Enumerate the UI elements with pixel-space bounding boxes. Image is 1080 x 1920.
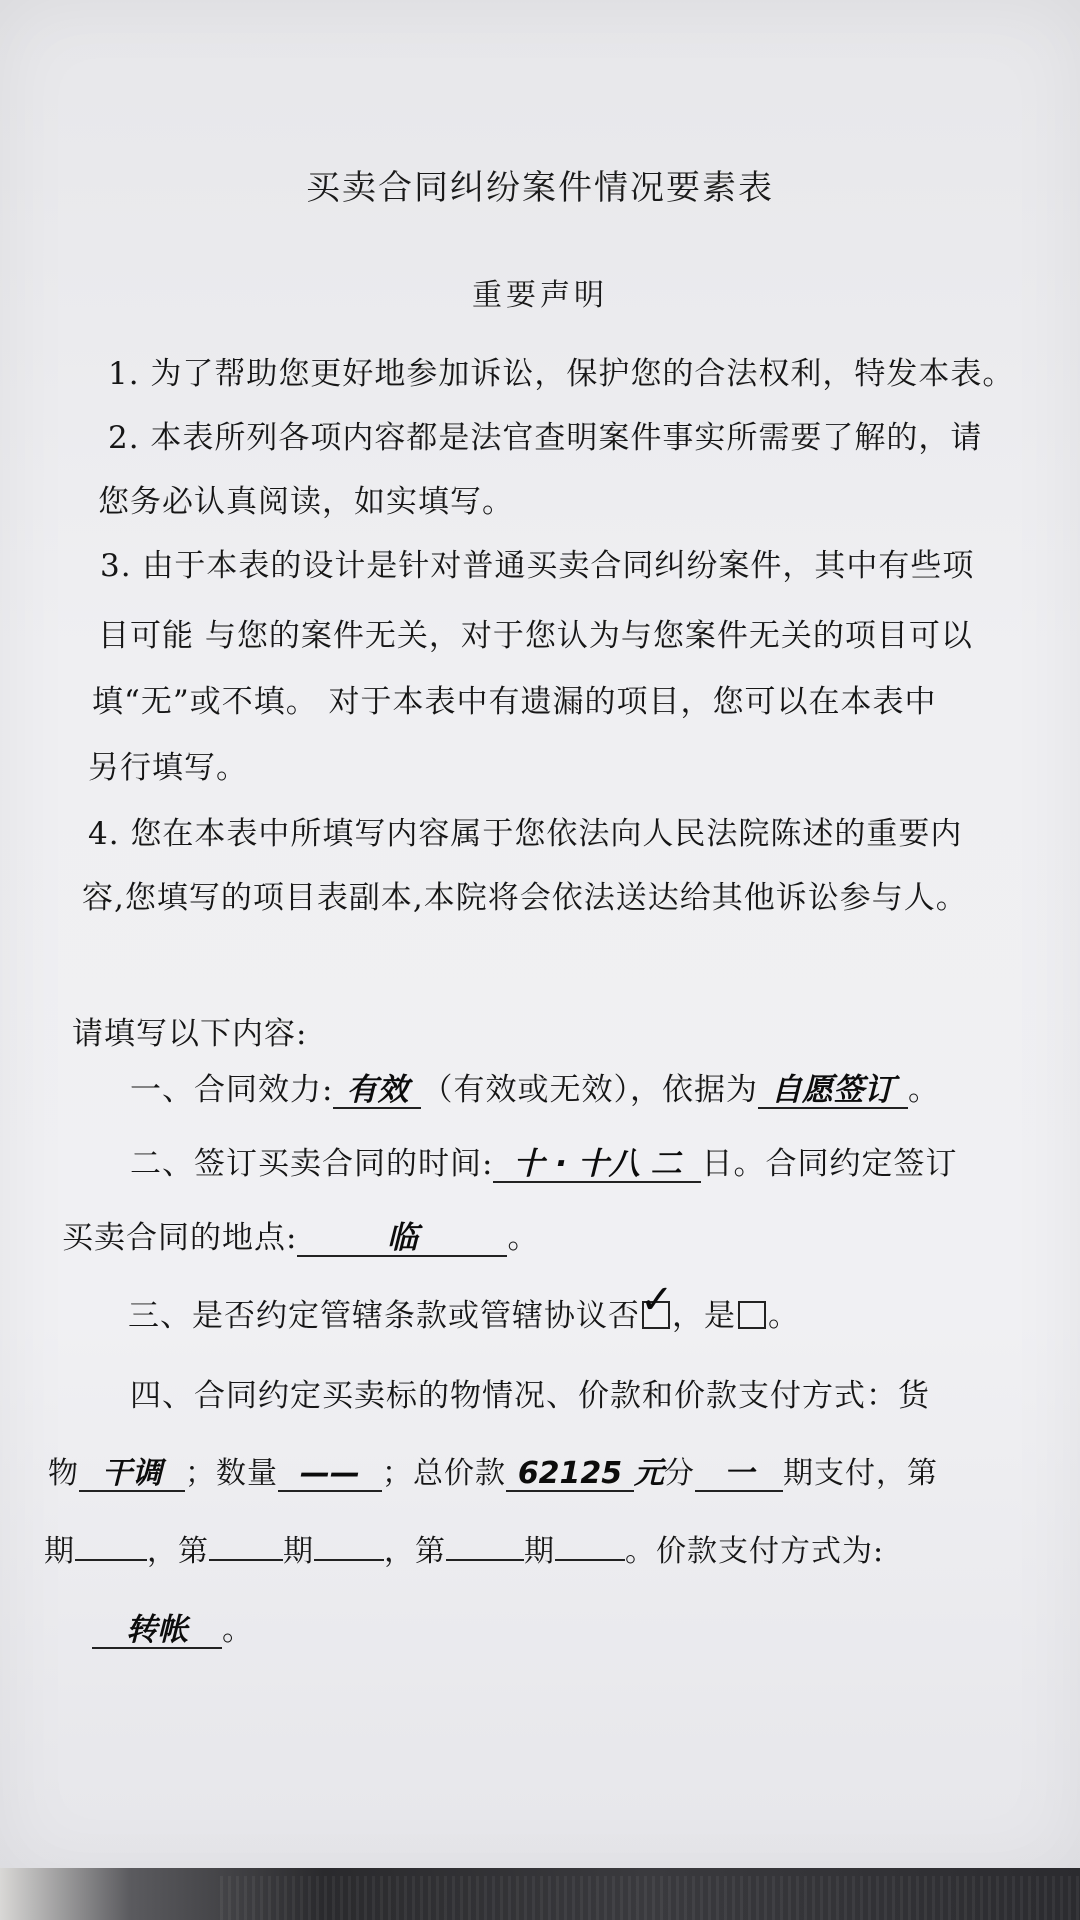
q4-period-1: 期 — [44, 1534, 75, 1569]
q4-quantity-answer: —— — [278, 1458, 382, 1492]
q4-total-label: ；总价款 — [382, 1456, 506, 1491]
q4-period-2: 期 — [283, 1534, 314, 1569]
notice-line-8: 4. 您在本表中所填写内容属于您依法向人民法院陈述的重要内 — [88, 816, 963, 852]
q4-payment-method-label: 。价款支付方式为: — [625, 1534, 885, 1569]
notice-line-6: 填“无”或不填。 对于本表中有遗漏的项目，您可以在本表中 — [92, 684, 937, 720]
q1-middle: （有效或无效），依据为 — [421, 1072, 758, 1108]
q1-prefix: 一、合同效力: — [130, 1072, 334, 1108]
q4-goods-answer: 干调 — [79, 1458, 185, 1492]
q4-total-unit: 元 — [634, 1456, 664, 1491]
question-2-place — [62, 1212, 539, 1257]
notice-line-7: 另行填写。 — [88, 750, 248, 786]
notice-line-9: 容,您填写的项目表副本,本院将会依法送达给其他诉讼参与人。 — [82, 880, 968, 916]
notice-line-1: 1. 为了帮助您更好地参加诉讼，保护您的合法权利，特发本表。 — [108, 356, 1015, 392]
q3-middle: ，是 — [672, 1298, 736, 1334]
question-4-line-3 — [44, 1526, 884, 1570]
q2-place-answer: 临 — [297, 1222, 507, 1257]
q2-prefix: 二、签订买卖合同的时间: — [130, 1146, 494, 1182]
q4-period-2-amount — [314, 1559, 384, 1561]
q4-period-3-amount — [555, 1559, 625, 1561]
q2-place-prefix: 买卖合同的地点: — [62, 1220, 298, 1256]
q3-yes-checkbox[interactable] — [738, 1301, 766, 1329]
q4-total-answer: 62125 — [506, 1458, 634, 1492]
notice-line-5: 目可能 与您的案件无关，对于您认为与您案件无关的项目可以 — [98, 618, 973, 654]
q3-prefix: 三、是否约定管辖条款或管辖协议否 — [128, 1298, 640, 1334]
q1-end: 。 — [907, 1072, 940, 1108]
q4-period-2-label: ，第 — [147, 1534, 209, 1569]
question-3 — [128, 1277, 800, 1335]
q4-installment-label: 分 — [664, 1456, 695, 1491]
q4-period-3: 期 — [524, 1534, 555, 1569]
q2-suffix: 日。合同约定签订 — [701, 1146, 958, 1182]
question-1 — [130, 1064, 940, 1109]
notice-line-3: 您务必认真阅读，如实填写。 — [98, 484, 514, 520]
q4-quantity-label: ；数量 — [185, 1456, 278, 1491]
q4-payment-method-answer: 转帐 — [92, 1614, 222, 1649]
background-surface — [0, 1868, 1080, 1920]
q1-validity-answer: 有效 — [333, 1074, 421, 1109]
q3-no-checkbox[interactable] — [640, 1277, 675, 1329]
notice-heading: 重要声明 — [472, 278, 608, 313]
q4-goods-label: 物 — [48, 1456, 79, 1491]
question-4-line-2 — [48, 1448, 938, 1492]
question-4: 四、合同约定买卖标的物情况、价款和价款支付方式：货 — [130, 1378, 930, 1414]
q4-period-2-number — [209, 1559, 283, 1561]
question-2 — [130, 1138, 957, 1183]
q3-end: 。 — [768, 1298, 800, 1334]
q4-installments-answer: 一 — [695, 1458, 783, 1492]
q1-basis-answer: 自愿签订 — [758, 1074, 908, 1109]
form-intro: 请填写以下内容: — [72, 1016, 308, 1052]
document-title: 买卖合同纠纷案件情况要素表 — [306, 168, 774, 208]
q3-no-check-mark: ✓ — [640, 1277, 675, 1323]
notice-line-2: 2. 本表所列各项内容都是法官查明案件事实所需要了解的，请 — [108, 420, 983, 456]
notice-line-4: 3. 由于本表的设计是针对普通买卖合同纠纷案件，其中有些项 — [100, 548, 975, 584]
q4-period-3-number — [446, 1559, 524, 1561]
q4-period-1-amount — [75, 1559, 147, 1561]
question-4-line-4 — [92, 1604, 254, 1649]
q4-period-3-label: ，第 — [384, 1534, 446, 1569]
q4-installment-suffix: 期支付，第 — [783, 1456, 938, 1491]
q2-end: 。 — [507, 1220, 540, 1256]
q2-date-answer: 十 · 十八 二 — [493, 1148, 701, 1183]
q4-end: 。 — [222, 1612, 254, 1648]
